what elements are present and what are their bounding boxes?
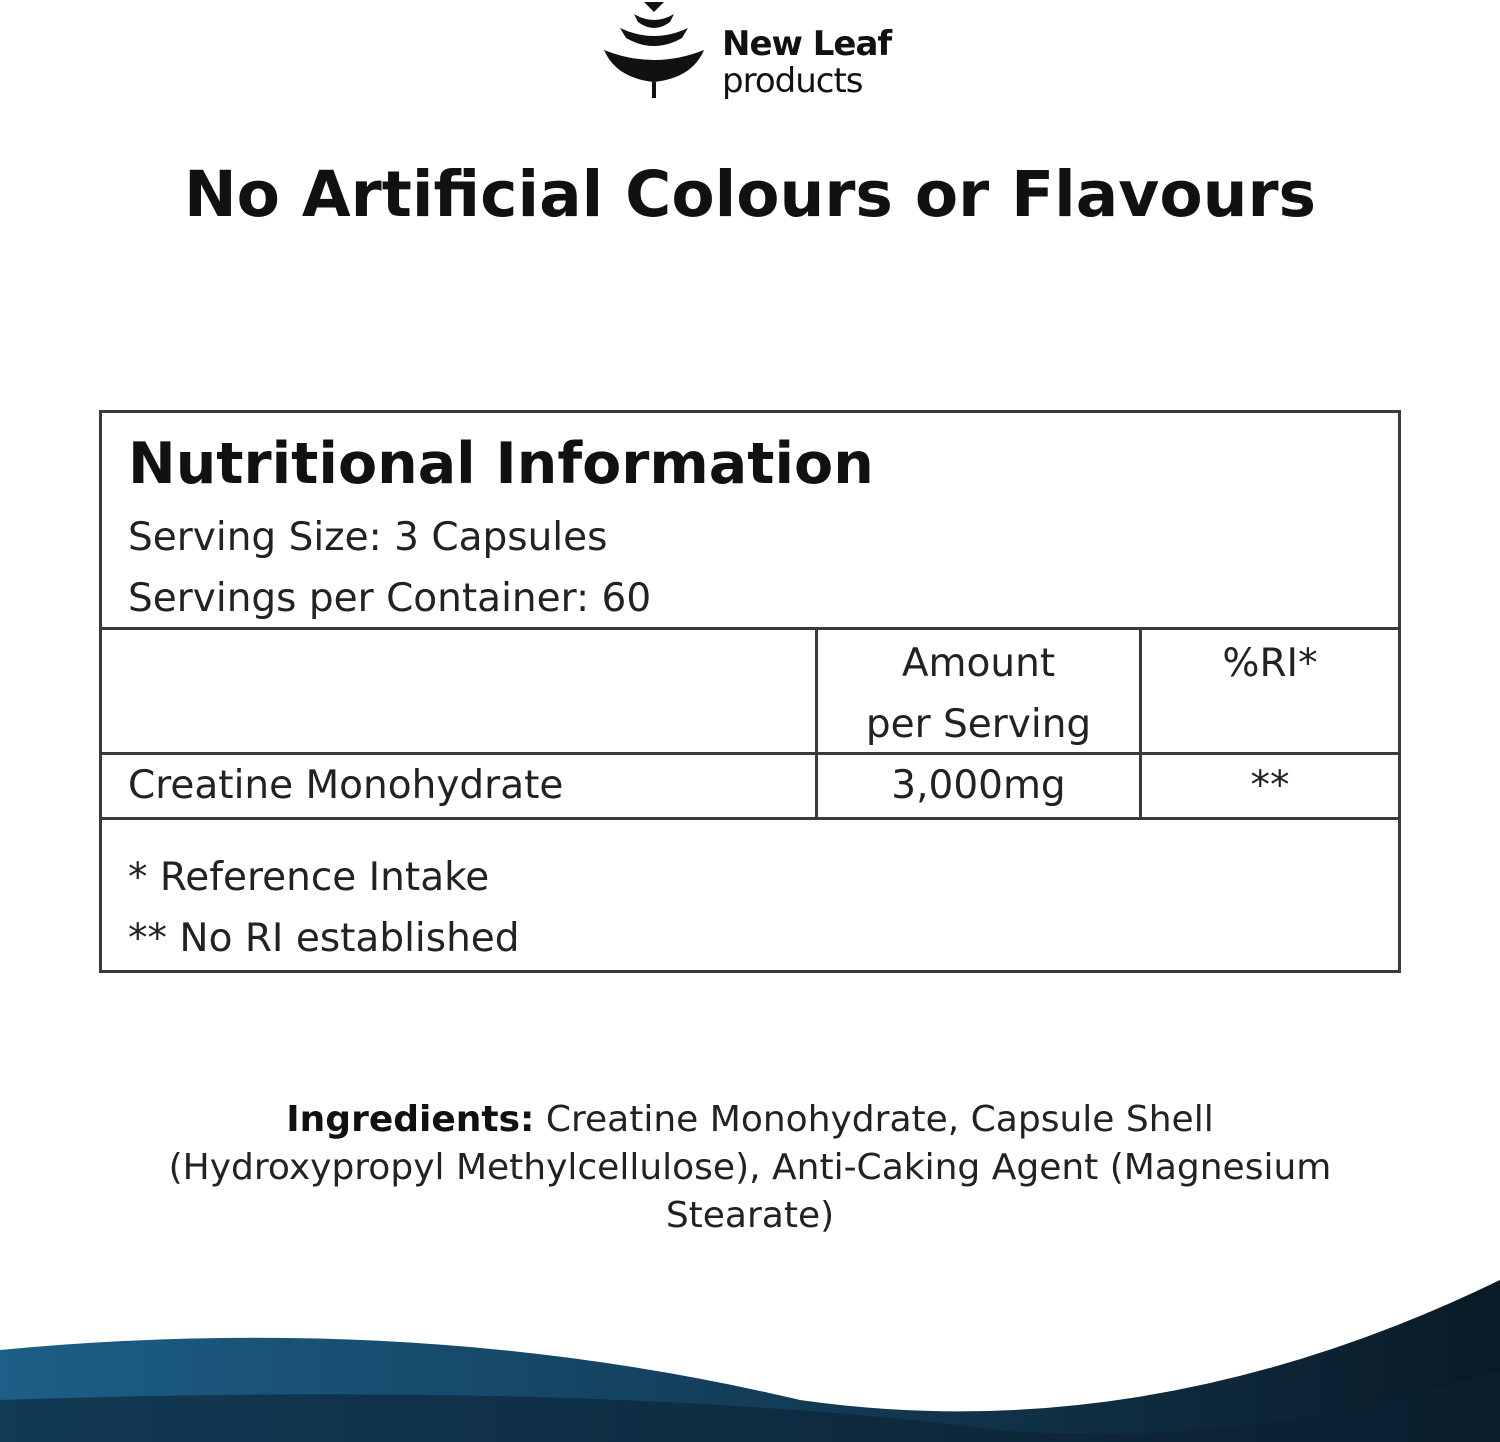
servings-per-container: Servings per Container: 60 xyxy=(128,576,652,621)
nutrient-name: Creatine Monohydrate xyxy=(128,763,564,808)
headline: No Artificial Colours or Flavours xyxy=(183,158,1317,231)
nutrition-panel xyxy=(99,410,1401,973)
divider xyxy=(102,752,1398,755)
nutrient-amount: 3,000mg xyxy=(891,763,1066,808)
amount-header-line2: per Serving xyxy=(865,702,1092,747)
ingredients-label: Ingredients: xyxy=(286,1099,535,1140)
panel-title: Nutritional Information xyxy=(128,431,874,497)
serving-size: Serving Size: 3 Capsules xyxy=(128,515,608,560)
footnote: * Reference Intake xyxy=(128,855,490,900)
decorative-wave xyxy=(0,1250,1500,1442)
divider xyxy=(102,627,1398,630)
brand-logo xyxy=(600,0,920,105)
ingredients xyxy=(150,1096,1350,1240)
brand-subtitle: products xyxy=(722,61,863,101)
nutrient-ri: ** xyxy=(1250,763,1290,808)
ingredients-text: Creatine Monohydrate, Capsule Shell (Hydroxypropyl Methylcellulose), Anti-Caking Agent (Magnesium Stearate) xyxy=(168,1099,1332,1236)
footnote: ** No RI established xyxy=(128,916,520,961)
divider xyxy=(102,817,1398,820)
ri-header: %RI* xyxy=(1222,641,1318,686)
amount-header-line1: Amount xyxy=(901,641,1056,686)
brand-name: New Leaf xyxy=(722,24,892,64)
stacked-leaf-tree-icon xyxy=(600,0,710,100)
